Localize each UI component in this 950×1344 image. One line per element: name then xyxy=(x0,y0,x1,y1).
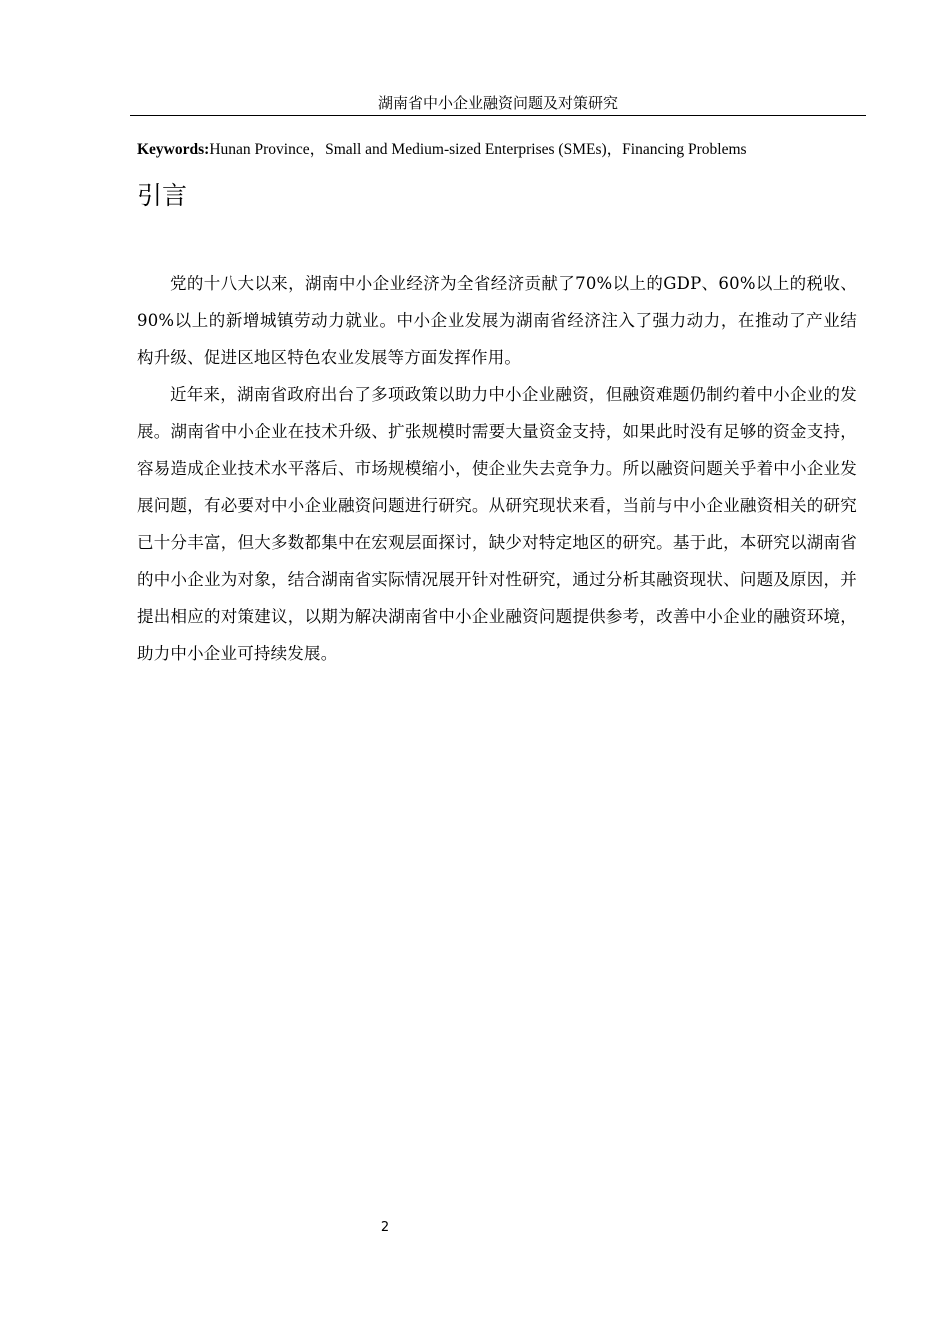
keywords-label: Keywords: xyxy=(137,141,210,158)
keywords-text: Hunan Province，Small and Medium-sized Enterprises (SMEs)，Financing Problems xyxy=(209,141,747,158)
keywords-line xyxy=(137,139,857,161)
header-rule xyxy=(130,115,866,116)
body-text xyxy=(137,265,857,672)
page-number: 2 xyxy=(380,1220,390,1235)
section-title: 引言 xyxy=(137,181,188,210)
paragraph: 近年来，湖南省政府出台了多项政策以助力中小企业融资，但融资难题仍制约着中小企业的发展。湖南省中小企业在技术升级、扩张规模时需要大量资金支持，如果此时没有足够的资金支持，容易造成企业技术水平落后、市场规模缩小，使企业失去竞争力。所以融资问题关乎着中小企业发展问题，有必要对中小企业融资问题进行研究。从研究现状来看，当前与中小企业融资相关的研究已十分丰富，但大多数都集中在宏观层面探讨，缺少对特定地区的研究。基于此，本研究以湖南省的中小企业为对象，结合湖南省实际情况展开针对性研究，通过分析其融资现状、问题及原因，并提出相应的对策建议，以期为解决湖南省中小企业融资问题提供参考，改善中小企业的融资环境，助力中小企业可持续发展。 xyxy=(137,385,857,663)
paragraph: 党的十八大以来，湖南中小企业经济为全省经济贡献了70%以上的GDP、60%以上的税收、90%以上的新增城镇劳动力就业。中小企业发展为湖南省经济注入了强力动力，在推动了产业结构升级、促进区地区特色农业发展等方面发挥作用。 xyxy=(137,274,857,367)
running-header: 湖南省中小企业融资问题及对策研究 xyxy=(377,94,618,112)
